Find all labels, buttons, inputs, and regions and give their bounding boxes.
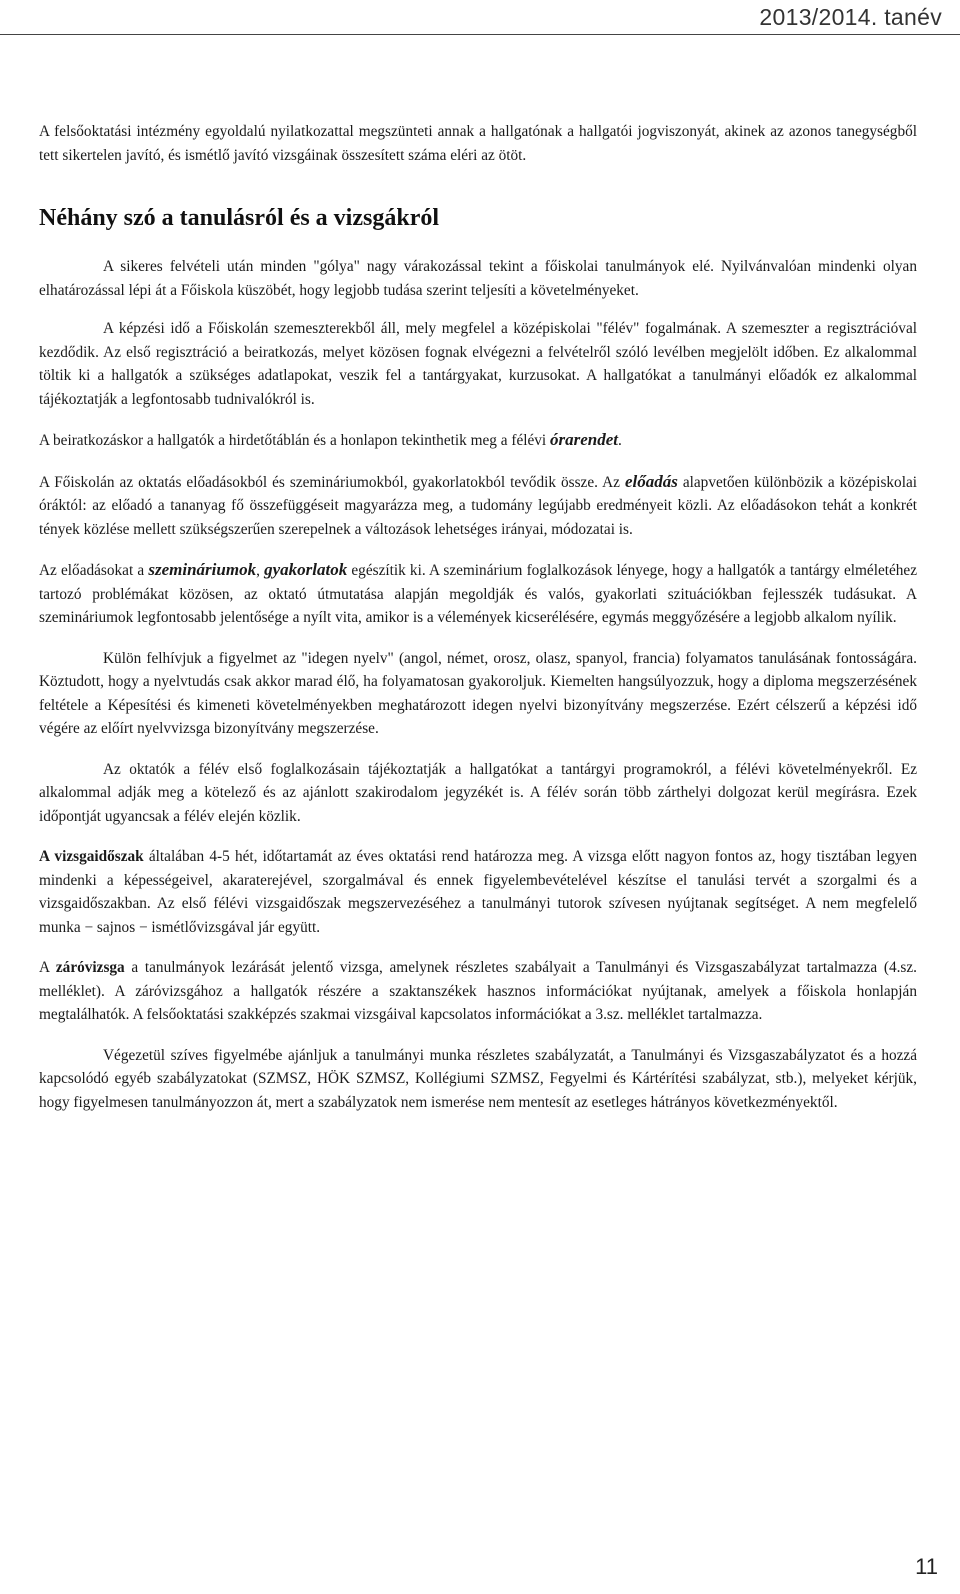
- section-title: Néhány szó a tanulásról és a vizsgákról: [39, 205, 440, 231]
- emphasis-szeminariumok: szemináriumok: [148, 560, 257, 579]
- paragraph-1: A sikeres felvételi után minden "gólya" nagy várakozással tekint a főiskolai tanulmányok elé. Nyilvánvalóan mindenki olyan elhatározással lépi át a Főiskola küszöbét, hogy legjobb tudása szerint teljesíti a követelményeket.: [39, 258, 917, 299]
- header-year: 2013/2014. tanév: [759, 4, 942, 30]
- paragraph-5: Az előadásokat a szemináriumok, gyakorlatok egészítik ki. A szeminárium foglalkozások lényege, hogy a hallgatók a tantárgy elméletéhez tartozó problémákat közösen, az oktató útmutatása alapján megoldják és valós, gyakorlati szituációkban fejlesszék tudásukat. A szemináriumok legfontosabb jelentősége a nyílt vita, amikor is a vélemények kicserélésére, egymás meggyőzésére a legjobb alkalom nyílik.: [39, 560, 917, 626]
- header-divider: [0, 34, 960, 35]
- document-body: [39, 120, 917, 1114]
- paragraph-3: A beiratkozáskor a hallgatók a hirdetőtáblán és a honlapon tekinthetik meg a félévi órarendet.: [39, 430, 622, 449]
- bold-vizsgaidoszak: A vizsgaidőszak: [39, 848, 144, 865]
- paragraph-2: A képzési idő a Főiskolán szemeszterekből áll, mely megfelel a középiskolai "félév" fogalmának. A szemeszter a regisztrációval kezdődik. Az első regisztráció a beiratkozás, melyet közösen fognak elvégezni a felvételről szóló levélben megjelölt időben. Ez alkalommal töltik ki a hallgatók a szükséges adatlapokat, veszik fel a tantárgyakat, kurzusokat. A hallgatókat a tanulmányi előadók ez alkalommal tájékoztatják a legfontosabb tudnivalókról is.: [39, 320, 917, 408]
- paragraph-8: A vizsgaidőszak általában 4-5 hét, időtartamát az éves oktatási rend határozza meg. A vizsga előtt nagyon fontos az, hogy tisztában legyen mindenki a képességeivel, akaraterejével, szorgalmával és ennek figyelembevételével készítse el tanulási tervét a szorgalmi és a vizsgaidőszakban. Az első félévi vizsgaidőszak megszervezéséhez a tanulmányi tutorok szívesen nyújtanak segítséget. A nem megfelelő munka − sajnos − ismétlővizsgával jár együtt.: [39, 848, 917, 936]
- paragraph-intro: A felsőoktatási intézmény egyoldalú nyilatkozattal megszünteti annak a hallgatónak a hallgatói jogviszonyát, akinek az azonos tanegységből tett sikertelen javító, és ismétlő javító vizsgáinak összesített száma eléri az ötöt.: [39, 123, 917, 164]
- paragraph-6: Külön felhívjuk a figyelmet az "idegen nyelv" (angol, német, orosz, olasz, spanyol, francia) folyamatos tanulásának fontosságára. Köztudott, hogy a nyelvtudás csak akkor marad élő, ha folyamatosan gyakoroljuk. Kiemelten hangsúlyozzuk, hogy a diploma megszerzésének feltétele a Képesítési és kimeneti követelményekben meghatározott idegen nyelvi bizonyítvány megszerzése. Ezért célszerű a képzési idő végére az előírt nyelvvizsga bizonyítvány megszerzése.: [39, 649, 917, 737]
- emphasis-orarend: órarendet: [550, 430, 618, 449]
- paragraph-7: Az oktatók a félév első foglalkozásain tájékoztatják a hallgatókat a tantárgyi programokról, a félévi követelményekről. Ez alkalommal adják meg a kötelező és az ajánlott szakirodalom jegyzékét is. A félév során több zárthelyi dolgozat kerül megírásra. Ezek időpontját ugyancsak a félév elején közlik.: [39, 760, 917, 825]
- paragraph-4: A Főiskolán az oktatás előadásokból és szemináriumokból, gyakorlatokból tevődik össze. Az előadás alapvetően különbözik a középiskolai óráktól: az előadó a tananyag fő összefüggéseit magyarázza meg, a tudomány legújabb eredményeit közli. Az előadásokon tehát a konkrét tények közlése mellett szükségszerűen szerepelnek a változások lehetséges irányai, módozatai is.: [39, 471, 917, 538]
- page-number: 11: [915, 1554, 938, 1579]
- paragraph-10: Végezetül szíves figyelmébe ajánljuk a tanulmányi munka részletes szabályzatát, a Tanulmányi és Vizsgaszabályzatot és a hozzá kapcsolódó egyéb szabályzatokat (SZMSZ, HÖK SZMSZ, Kollégiumi SZMSZ, Fegyelmi és Kártérítési szabályzat, stb.), melyeket kérjük, hogy figyelmesen tanulmányozzon át, mert a szabályzatok nem ismerése nem mentesít az esetleges hátrányos következményektől.: [39, 1046, 917, 1111]
- paragraph-9: A záróvizsga a tanulmányok lezárását jelentő vizsga, amelynek részletes szabályait a Tanulmányi és Vizsgaszabályzat tartalmazza (4.sz. melléklet). A záróvizsgához a hallgatók részére a szaktanszékek hasznos információkat nyújtanak, amelyek a főiskola honlapján megtalálhatók. A felsőoktatási szakképzés szakmai vizsgáival kapcsolatos információkat a 3.sz. melléklet tartalmazza.: [39, 959, 917, 1023]
- emphasis-eloadas: előadás: [624, 471, 678, 491]
- bold-zarovizsga: záróvizsga: [55, 959, 125, 976]
- emphasis-gyakorlatok: gyakorlatok: [264, 560, 348, 579]
